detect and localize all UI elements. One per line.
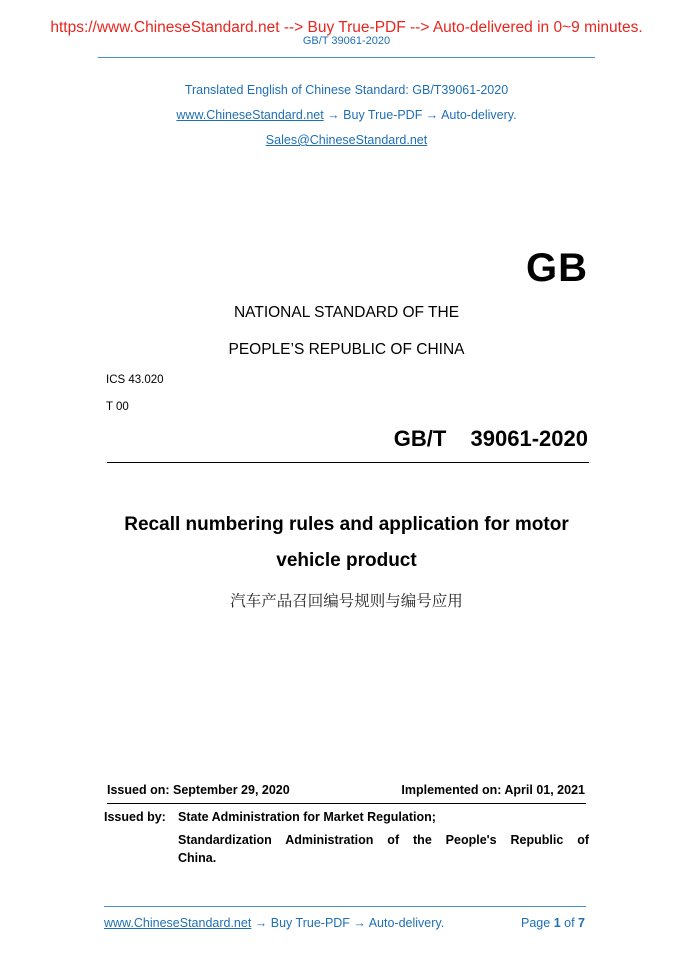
top-banner[interactable]: https://www.ChineseStandard.net --> Buy True-PDF --> Auto-delivered in 0~9 minutes. [50, 19, 643, 36]
header-divider [98, 57, 595, 58]
page-of: of [564, 916, 575, 930]
issued-by-label: Issued by: [104, 810, 166, 824]
translated-notice: Translated English of Chinese Standard: GB/T39061-2020 [184, 83, 509, 97]
buy-line [0, 108, 693, 122]
title-chinese: 汽车产品召回编号规则与编号应用 [230, 592, 463, 610]
title-line-1: Recall numbering rules and application for motor [124, 514, 569, 535]
implemented-on-date: Implemented on: April 01, 2021 [401, 783, 585, 797]
header-doc-code: GB/T 39061-2020 [302, 35, 391, 47]
page-current: 1 [553, 916, 561, 930]
sales-email-link[interactable]: Sales@ChineseStandard.net [265, 133, 428, 147]
standard-number-rule [107, 462, 589, 463]
footer-buy-text: → Buy True-PDF → Auto-delivery. [251, 916, 445, 930]
issued-on-date: Issued on: September 29, 2020 [107, 783, 290, 797]
issued-by-line-1: State Administration for Market Regulation; [178, 810, 436, 824]
site-link[interactable]: www.ChineseStandard.net [176, 108, 324, 122]
buy-text: → Buy True-PDF → Auto-delivery. [323, 108, 517, 122]
page-indicator [521, 916, 585, 930]
page-label: Page [521, 916, 551, 930]
issued-by-line-3: China. [178, 851, 217, 865]
issued-by-line-2: Standardization Administration of the People's Republic of [178, 833, 589, 847]
footer-site-link[interactable]: www.ChineseStandard.net [104, 916, 252, 930]
gb-mark: GB [526, 246, 588, 290]
national-standard-line-2: PEOPLE’S REPUBLIC OF CHINA [228, 341, 465, 358]
standard-number: GB/T 39061-2020 [393, 426, 588, 451]
issue-date-rule [107, 803, 586, 804]
ics-code: ICS 43.020 [106, 374, 164, 386]
t-code: T 00 [106, 401, 129, 413]
page-total: 7 [578, 916, 585, 930]
national-standard-line-1: NATIONAL STANDARD OF THE [233, 304, 460, 321]
title-line-2: vehicle product [276, 550, 417, 571]
footer-buy-line [104, 916, 444, 930]
footer-divider [104, 906, 586, 907]
sales-line [0, 133, 693, 147]
